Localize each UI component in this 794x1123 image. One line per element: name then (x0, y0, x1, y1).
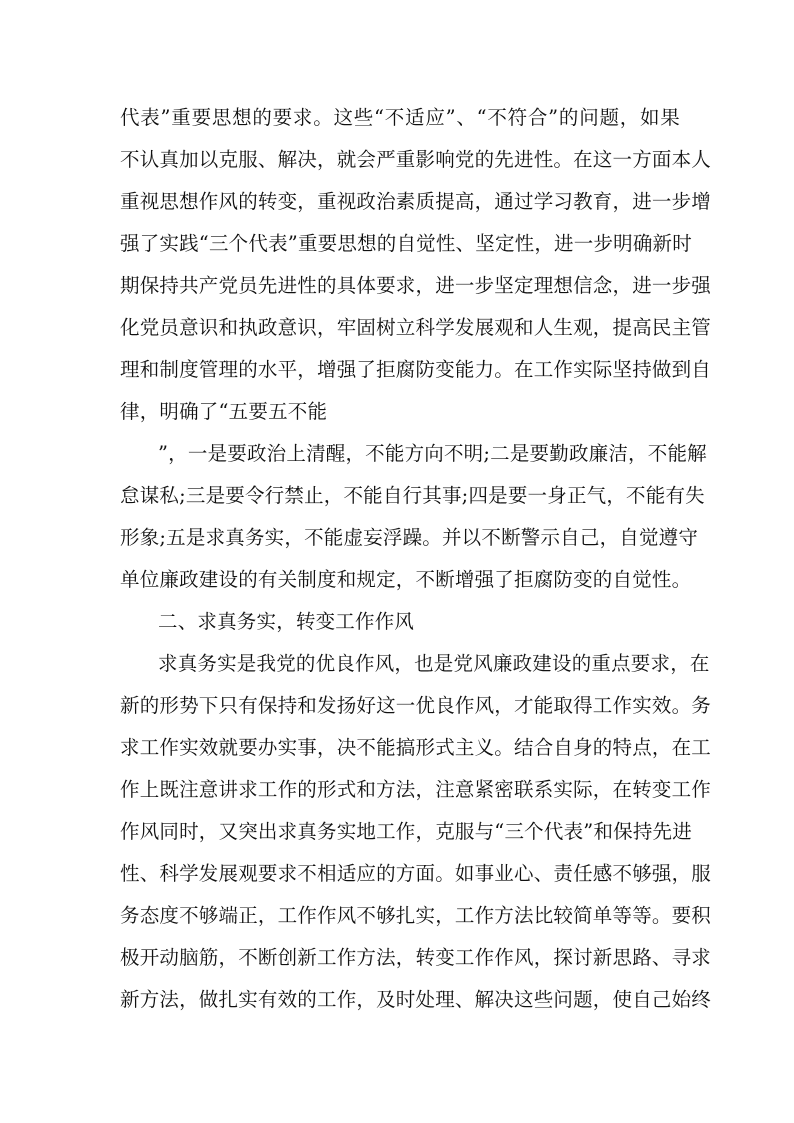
text-line: 不认真加以克服、解决，就会严重影响党的先进性。在这一方面本人 (120, 148, 712, 171)
text-line: 作风同时，又突出求真务实地工作，克服与“三个代表”和保持先进 (120, 820, 692, 843)
text-line: 化党员意识和执政意识，牢固树立科学发展观和人生观，提高民主管 (120, 316, 712, 339)
text-line: 求真务实是我党的优良作风，也是党风廉政建设的重点要求，在 (158, 652, 710, 675)
text-line: 单位廉政建设的有关制度和规定，不断增强了拒腐防变的自觉性。 (120, 568, 692, 591)
section-heading: 二、求真务实，转变工作作风 (158, 610, 415, 633)
text-line: 务态度不够端正，工作作风不够扎实，工作方法比较简单等等。要积 (120, 904, 712, 927)
text-line: 强了实践“三个代表”重要思想的自觉性、坚定性，进一步明确新时 (120, 232, 692, 255)
text-line: 代表”重要思想的要求。这些“不适应”、“不符合”的问题，如果 (120, 106, 680, 129)
text-line: 作上既注意讲求工作的形式和方法，注意紧密联系实际，在转变工作 (120, 778, 712, 801)
text-line: 形象;五是求真务实，不能虚妄浮躁。并以不断警示自己，自觉遵守 (120, 526, 699, 549)
text-line: 重视思想作风的转变，重视政治素质提高，通过学习教育，进一步增 (120, 190, 712, 213)
text-line: 怠谋私;三是要令行禁止，不能自行其事;四是要一身正气，不能有失 (120, 484, 705, 507)
text-line: 理和制度管理的水平，增强了拒腐防变能力。在工作实际坚持做到自 (120, 358, 712, 381)
text-line: 极开动脑筋，不断创新工作方法，转变工作作风，探讨新思路、寻求 (120, 946, 712, 969)
text-line: 律，明确了“五要五不能 (120, 400, 328, 423)
text-line: ”，一是要政治上清醒，不能方向不明;二是要勤政廉洁，不能解 (158, 442, 707, 465)
text-line: 新的形势下只有保持和发扬好这一优良作风，才能取得工作实效。务 (120, 694, 712, 717)
text-line: 性、科学发展观要求不相适应的方面。如事业心、责任感不够强，服 (120, 862, 712, 885)
text-line: 求工作实效就要办实事，决不能搞形式主义。结合自身的特点，在工 (120, 736, 712, 759)
text-line: 新方法，做扎实有效的工作，及时处理、解决这些问题，使自己始终 (120, 988, 712, 1011)
text-line: 期保持共产党员先进性的具体要求，进一步坚定理想信念，进一步强 (120, 274, 712, 297)
